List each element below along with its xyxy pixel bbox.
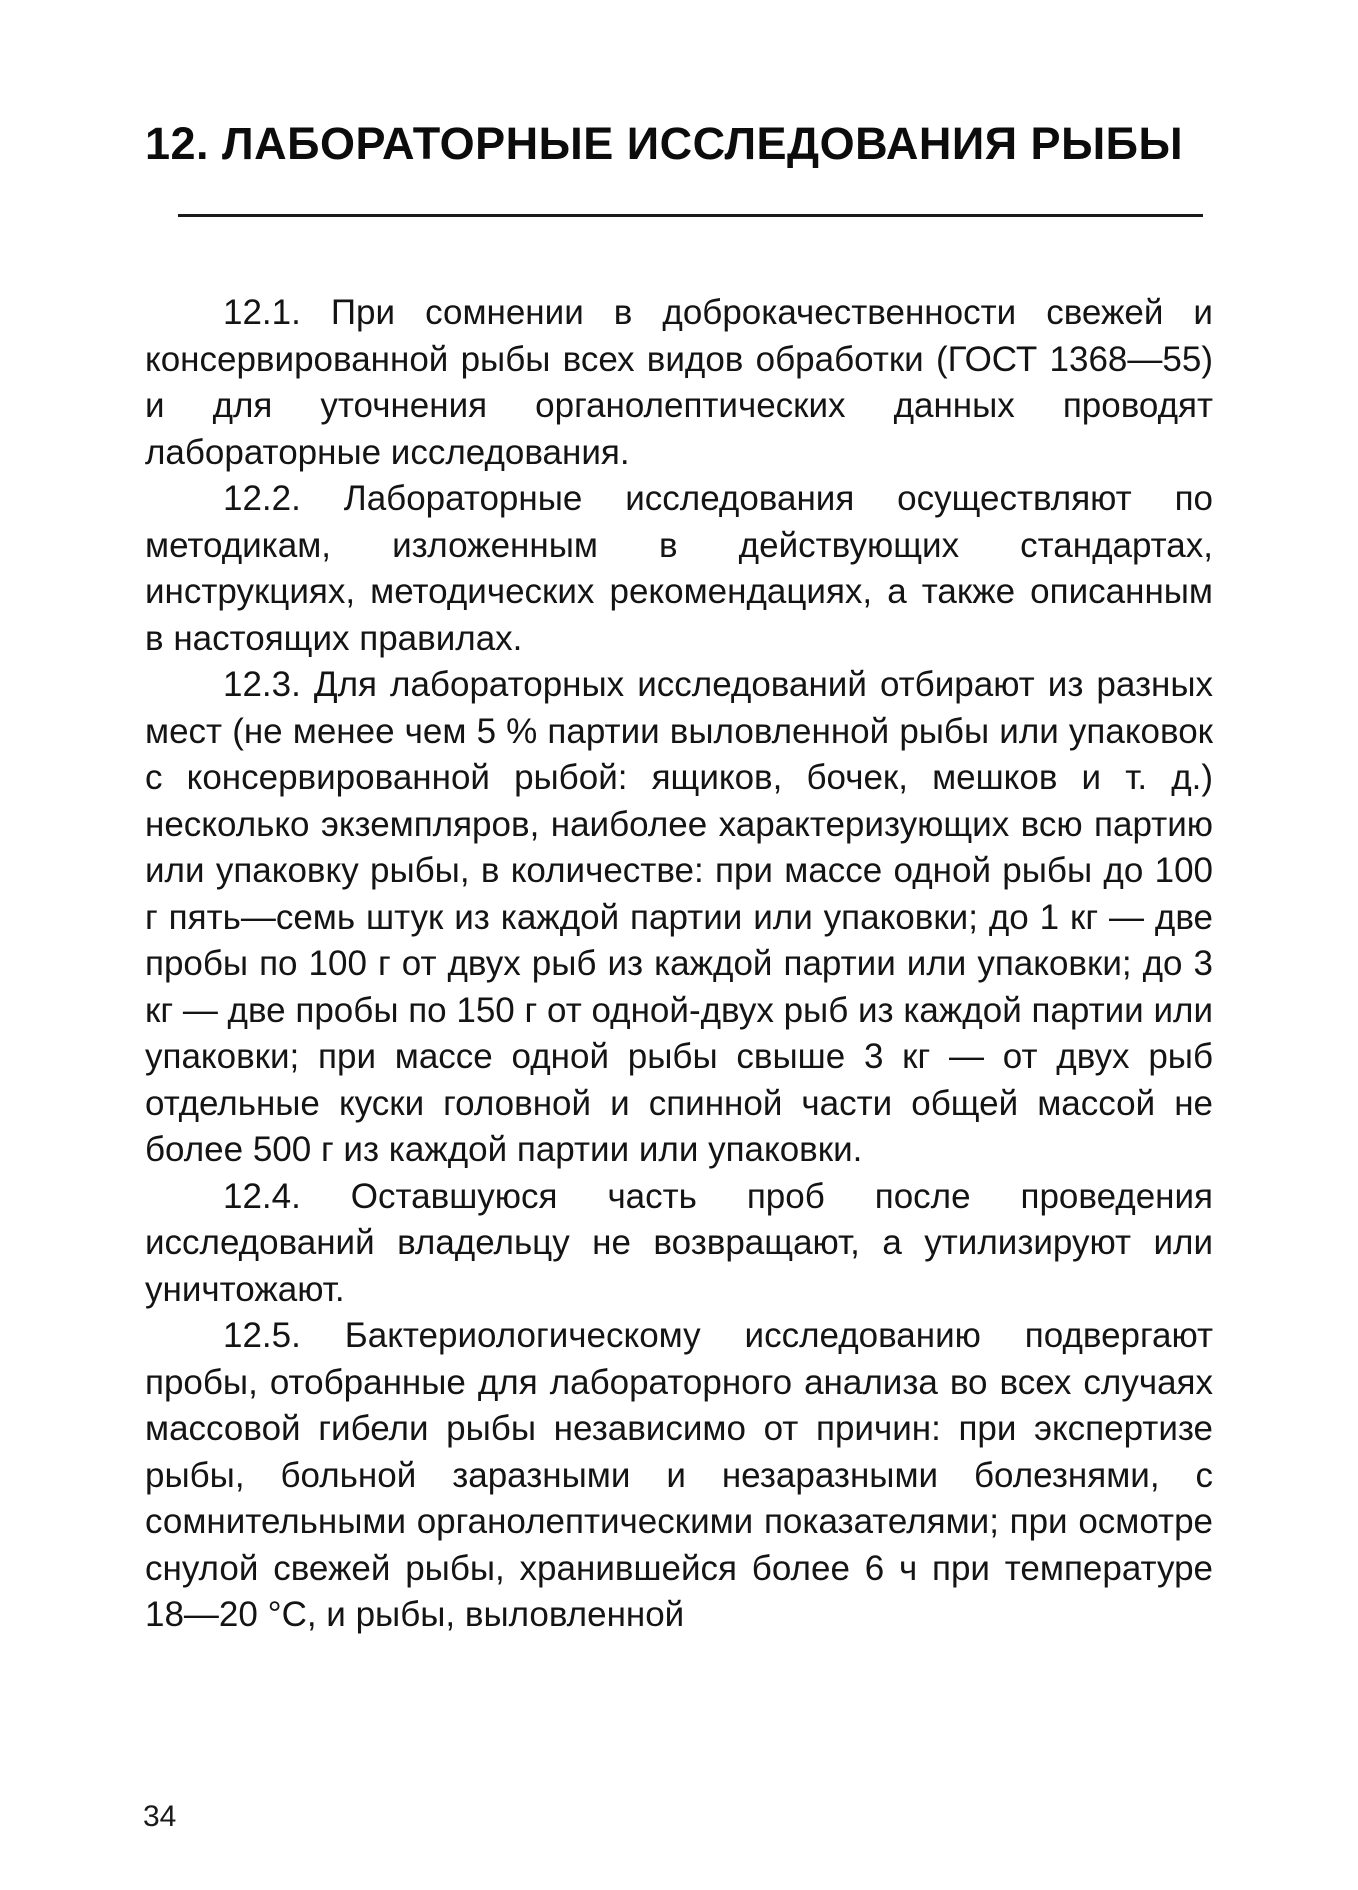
page-number: 34: [143, 1800, 177, 1833]
paragraph-12-2: 12.2. Лабораторные исследования осуществляют по методикам, изложенным в действующих стандартах, инструкциях, методических рекомендациях, а также описанным в настоящих правилах.: [145, 479, 1213, 658]
paragraph-12-1: 12.1. При сомнении в доброкачественности свежей и консервированной рыбы всех видов обработки (ГОСТ 1368—55) и для уточнения органолептических данных проводят лабораторные исследования.: [145, 293, 1213, 472]
paragraph-12-5: 12.5. Бактериологическому исследованию подвергают пробы, отобранные для лабораторного анализа во всех случаях массовой гибели рыбы независимо от причин: при экспертизе рыбы, больной заразными и незаразными болезнями, с сомнительными органолептическими показателями; при осмотре снулой свежей рыбы, хранившейся более 6 ч при температуре 18—20 °С, и рыбы, выловленной: [145, 1316, 1213, 1634]
heading-divider: [178, 214, 1203, 217]
section-heading: 12. ЛАБОРАТОРНЫЕ ИССЛЕДОВАНИЯ РЫБЫ: [145, 118, 1184, 169]
paragraph-12-4: 12.4. Оставшуюся часть проб после проведения исследований владельцу не возвращают, а утилизируют или уничтожают.: [145, 1176, 1213, 1309]
body-text: [145, 290, 1213, 1639]
paragraph-12-3: 12.3. Для лабораторных исследований отбирают из разных мест (не менее чем 5 % партии выловленной рыбы или упаковок с консервированной рыбой: ящиков, бочек, мешков и т. д.) несколько экземпляров, наиболее характеризующих всю партию или упаковку рыбы, в количестве: при массе одной рыбы до 100 г пять—семь штук из каждой партии или упаковки; до 1 кг — две пробы по 100 г от двух рыб из каждой партии или упаковки; до 3 кг — две пробы по 150 г от одной-двух рыб из каждой партии или упаковки; при массе одной рыбы свыше 3 кг — от двух рыб отдельные куски головной и спинной части общей массой не более 500 г из каждой партии или упаковки.: [145, 665, 1213, 1169]
